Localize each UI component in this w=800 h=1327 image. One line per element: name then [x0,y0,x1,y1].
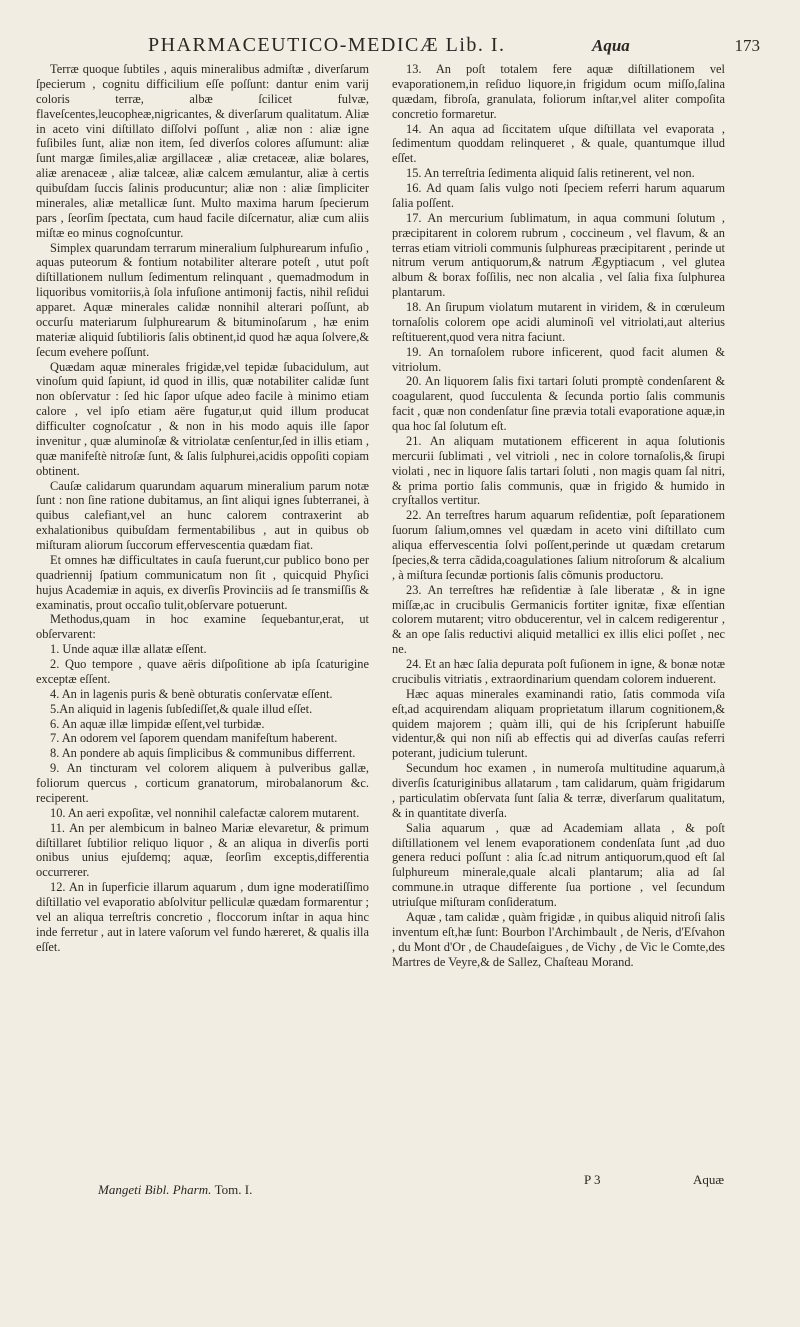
catchword: Aquæ [692,1172,724,1187]
paragraph: 13. An poſt totalem fere aquæ diſtillationem vel evaporationem,in reſiduo liquore,in frigidum ocum miſſo,ſalina quædam, fibroſa, granulata, foliorum inſtar,vel aliter compoſita concretio formaretur. [392,62,725,121]
page-number: 173 [734,36,760,55]
paragraph: Quædam aquæ minerales frigidæ,vel tepidæ ſubacidulum, aut vinoſum quid ſapiunt, id quod in illis, quæ notabiliter calidæ ſunt non obſervatur : ſed hic ſapor uſque adeo facile à minimo etiam calore , vel ipſo etiam aëre fugatur,ut quid illum producat difficulter cognoſcatur , & non in his modo aquis ille ſapor invenitur , quæ aluminoſæ & vitriolatæ cenſentur,ſed in illis etiam , quæ manifeſtè nitroſæ ſunt, & ſalis ſulphurei,acidis oppoſiti copiam obtinent. [36,359,369,478]
paragraph: 15. An terreſtria ſedimenta aliquid ſalis retinerent, vel non. [406,166,695,181]
paragraph: Aquæ , tam calidæ , quàm frigidæ , in quibus aliquid nitroſi ſalis inventum eſt,hæ ſunt: Bourbon l'Archimbault , de Neris, d'Eſvahon , du Mont d'Or , de Chaudeſaigues , de Vichy , de Vic le Comte,des Martres de Veyre,& de Sallez, Chaſteau Morand. [392,909,725,969]
paragraph: 22. An terreſtres harum aquarum reſidentiæ, poſt ſeparationem ſuorum ſalium,omnes vel quædam in aceto vini diſtillato cum aliqua effervescentia ſolvi poſſent,perinde ut quædam cretarum ſpecies,& terra cãdida,coagulationes ſalium nitroſorum & alcalium , à miſtura ſecundæ portionis ſalis cõmunis productoru. [392,508,725,582]
book-signature: Mangeti Bibl. Pharm. [98,1182,212,1197]
paragraph: 10. An aeri expoſitæ, vel nonnihil calefactæ calorem mutarent. [50,805,360,820]
paragraph: 18. An ſirupum violatum mutarent in viridem, & in cœruleum tornaſolis colorem ope acidi aluminoſi vel vitriolati,aut alterius reſtituerent,quod vera nitra faciunt. [392,300,725,344]
paragraph: Salia aquarum , quæ ad Academiam allata , & poſt diſtillationem vel lenem evaporationem condenſata ſunt ,ad duo genera reduci poſſunt : alia ſc.ad nitrum antiquorum,quod eſt ſal ſulphureum minerale,quale alcali plantarum; alia ad ſal commune.in utraque differente ſua portione , vel ſecundum utriuſque miſturam conſideratum. [392,820,725,909]
paragraph: Methodus,quam in hoc examine ſequebantur,erat, ut obſervarent: [36,612,369,642]
paragraph: 11. An per alembicum in balneo Mariæ elevaretur, & primum diſtillaret ſubtilior reliquo liquor , & an aliqua in diverſis porti onibus unius ejuſdemq; aquæ, ſeorſim exceptis,differentia occurrerer. [36,820,369,880]
paragraph: 23. An terreſtres hæ reſidentiæ à ſale liberatæ , & in igne miſſæ,ac in crucibulis Germanicis fortiter ignitæ, fixæ eſſentian colorem mutarent; vitro obducerentur, vel in calcem redigerentur , & an ope ſalis reductivi aliquid metallici ex illis elici poſſet , nec ne. [392,582,725,657]
tome-label: Tom. I. [214,1182,253,1197]
paragraph: 2. Quo tempore , quave aëris diſpoſitione ab ipſa ſcaturigine exceptæ eſſent. [36,657,369,686]
page-footer [36,1172,724,1200]
paragraph: Cauſæ calidarum quarundam aquarum mineralium parum notæ ſunt : non ſine ratione dubitamus, an ſint aliqui ignes ſubterranei, à quibus calefiant,vel an hunc calorem contraxerint ab exhalationibus quibuſdam fermentabilibus , aut in quibus ob miſturam aliorum ſuccorum effervescentia quædam fiat. [36,478,369,552]
paragraph: 14. An aqua ad ſiccitatem uſque diſtillata vel evaporata , ſedimentum quoddam relinqueret , & quale, quantumque illud eſſet. [392,121,725,166]
paragraph: Terræ quoque ſubtiles , aquis mineralibus admiſtæ , diverſarum ſpecierum , cognitu difficilium eſſe poſſunt: dantur enim varij coloris terræ, albæ ſcilicet fulvæ, flaveſcentes,leucopheæ,nigricantes, & diverſarum qualitatum. Aliæ in aceto vini diſtillato diſſolvi poſſunt , aliæ non : aliæ igne fuſibiles ſunt, aliæ non item, ſed diverſos colores aſſumunt: aliæ ſunt margæ ſimiles,aliæ argillaceæ , aliæ cretaceæ, aliæ bolares, aliæ arenaceæ , aliæ talceæ, aliæ calcem æmulantur, aliæ à certis quibuſdam ſuccis ſalinis producuntur; aliæ non : aliæ ſimpliciter minerales, aliæ metallicæ ſunt. Multo maxima harum ſpecierum pars , ſeorſim ſpectata, cum haud facile diſcernatur, aliæ cum aliis miſtæ eo minus cognoſcuntur. [36,62,369,240]
paragraph: 5.An aliquid in lagenis ſubſediſſet,& quale illud eſſet. [50,701,313,716]
gathering-mark: P 3 [584,1172,601,1187]
paragraph: 8. An pondere ab aquis ſimplicibus & communibus differrent. [50,746,356,761]
paragraph: 21. An aliquam mutationem efficerent in aqua ſolutionis mercurii ſublimati , vel vitrioli , nec in colore tornaſolis,& ſirupi violati , nec in liquore ſalis tartari ſoluti , non magis quam ſal nitri, & prima portio ſalis communis, quæ in frigido & humido in cryſtallos vertitur. [392,433,725,508]
paragraph: Secundum hoc examen , in numeroſa multitudine aquarum,à diverſis ſcaturiginibus allatarum , tam calidarum, quàm frigidarum , particulatim obſervata ſunt ſalia & terræ, diverſarum qualitatum, & in quantitate diverſa. [392,761,725,820]
running-header [40,34,760,60]
section-title: Aqua [592,36,630,55]
paragraph: 20. An liquorem ſalis fixi tartari ſoluti promptè condenſarent & coagularent, quod ſucculenta & ſecunda portio ſalis communis facit , quæ non condenſatur ſine prævia totali evaporatione aquæ,in qua hoc ſal ſolutum eſt. [392,374,725,433]
paragraph: 9. An tincturam vel colorem aliquem à pulveribus gallæ, foliorum quercus , corticum granatorum, mirobalanorum &c. reciperent. [36,761,369,805]
left-column [36,62,369,955]
paragraph: Hæc aquas minerales examinandi ratio, ſatis commoda viſa eſt,ad acquirendam aliquam proprietatum illarum cognitionem,& quidem majorem ; quàm illi, qui de his ſcripſerunt habuiſſe videntur,& qui non niſi ab effectis qui ad diverſas cauſas referri poterant, judicium tulerunt. [392,686,725,761]
paragraph: 6. An aquæ illæ limpidæ eſſent,vel turbidæ. [50,716,265,731]
paragraph: Simplex quarundam terrarum mineralium ſulphurearum infuſio , aquas puteorum & fontium notabiliter alterare poteſt , utut poſt diſtillationem nullum ſedimentum relinquant , quemadmodum in liquoribus vomitoriis,à ſola infuſione antimonij factis, nihil reſidui apparet. Aquæ minerales calidæ nonnihil alterari poſſunt, ab occurſu materiarum ſulphurearum & bituminoſarum , hæ enim materiæ aliquid ſubtilioris ſalis obtinent,id quod hæ aqua ſolvere,& ſecum evehere poſſunt. [36,240,369,359]
paragraph: 7. An odorem vel ſaporem quendam manifeſtum haberent. [50,731,338,746]
paragraph: 12. An in ſuperficie illarum aquarum , dum igne moderatiſſimo diſtillatio vel evaporatio abſolvitur pelliculæ quædam formarentur ; vel an aliqua terreſtris concretio , floccorum inſtar in aqua hinc inde ferretur , aut in latere vaſorum vel fundo hæreret, & qualis illa eſſet. [36,880,369,954]
paragraph: 17. An mercurium ſublimatum, in aqua communi ſolutum , præcipitarent in colorem rubrum , coccineum , vel flavum, & an terras etiam vitrioli communis ſulphureas præcipitarent , perinde ut nitrum verum antiquorum,& natrum Ægyptiacum , vel glutea album & borax foſſilis, nec non alcalia , vel ſalia fixa ſulphurea plantarum. [392,210,725,300]
paragraph: 4. An in lagenis puris & benè obturatis conſervatæ eſſent. [50,686,333,701]
right-column [392,62,725,969]
running-title: PHARMACEUTICO-MEDICÆ Lib. I. [148,34,506,56]
paragraph: Et omnes hæ difficultates in cauſa fuerunt,cur publico bono per quadriennij ſpatium communicatum non ſit , quicquid Phyſici hujus Academiæ in aquis, ex diverſis Provinciis ad ſe transmiſſis & examinatis, prout occaſio tulit,obſervare potuerunt. [36,552,369,612]
paragraph: 1. Unde aquæ illæ allatæ eſſent. [50,642,207,657]
paragraph: 16. Ad quam ſalis vulgo noti ſpeciem referri harum aquarum ſalia poſſent. [392,181,725,210]
paragraph: 19. An tornaſolem rubore inficerent, quod facit alumen & vitriolum. [392,344,725,374]
signature-line [98,1182,252,1198]
paragraph: 24. Et an hæc ſalia depurata poſt fuſionem in igne, & bonæ notæ crucibulis vitriatis , extraordinarium quendam colorem induerent. [392,657,725,686]
